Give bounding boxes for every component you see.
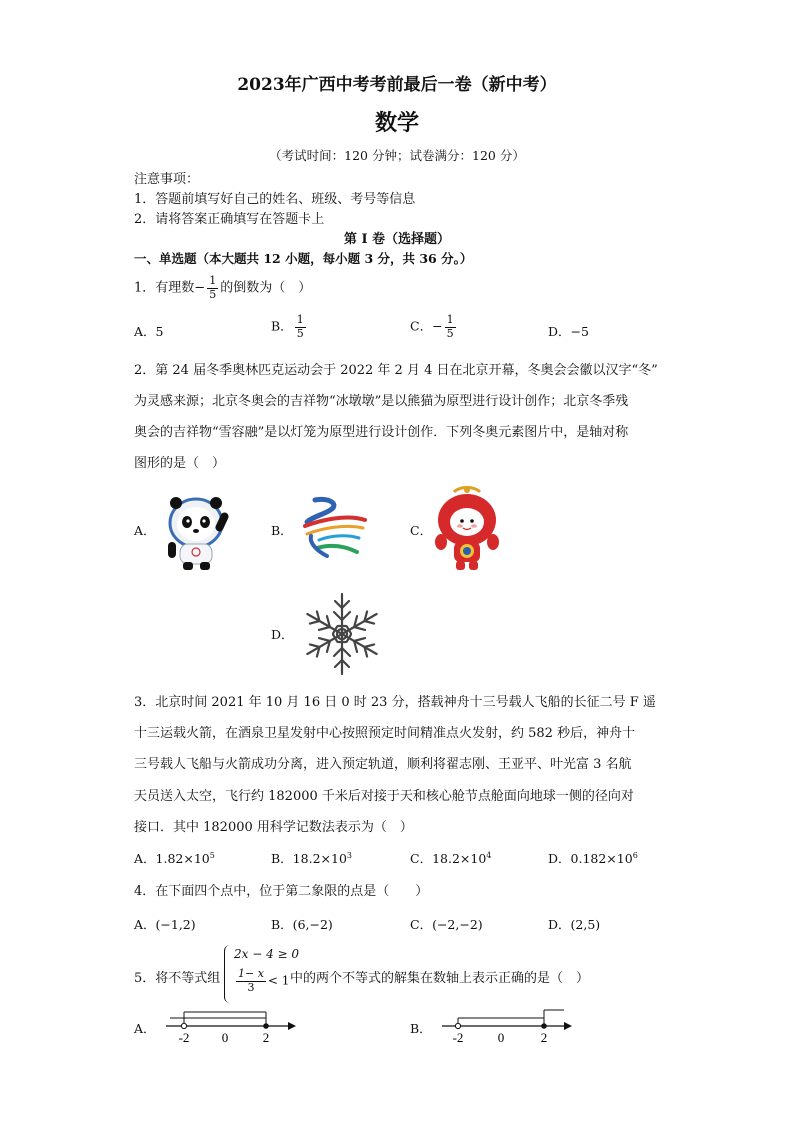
q3-option-d-exp: 6 (632, 850, 638, 860)
q5-ineq2-fraction (236, 968, 266, 994)
q2-option-a: A． (134, 523, 156, 538)
lantern-mascot-image (432, 484, 502, 574)
exam-title: 2023年广西中考考前最后一卷（新中考） (237, 75, 557, 95)
q5-ineq2-den: 3 (247, 980, 255, 994)
q3-option-b (271, 849, 352, 867)
subject-title: 数学 (374, 110, 419, 136)
q3-option-b-exp: 3 (346, 850, 352, 860)
q4-option-a: A．(−1,2) (134, 917, 196, 932)
note-item-2: 2．请将答案正确填写在答题卡上 (134, 212, 325, 227)
q3-option-d-text: D．0.182×10 (548, 851, 633, 866)
q5-b-tick-neg2: -2 (452, 1030, 464, 1045)
note-item-1: 1．答题前填写好自己的姓名、班级、考号等信息 (134, 192, 416, 207)
q3-line-1: 3．北京时间 2021 年 10 月 16 日 0 时 23 分，搭载神舟十三号载人飞船的长征二号 F 遥 (134, 695, 656, 710)
q5-ineq2-num: 1− x (238, 967, 264, 980)
q3-option-b-text: B．18.2×10 (271, 851, 347, 866)
q5-prefix: 5．将不等式组 (134, 971, 221, 986)
q1-b-num: 1 (296, 313, 304, 326)
q1-option-c-minus: − (432, 318, 443, 334)
q4-option-d: D．(2,5) (548, 917, 601, 932)
q1-option-b-label: B． (271, 318, 293, 334)
q1-option-d: D．−5 (548, 324, 589, 339)
snowflake-image (296, 590, 388, 678)
q1-fraction (207, 275, 218, 301)
q1-option-c-label: C． (410, 318, 433, 334)
q5-suffix: 中的两个不等式的解集在数轴上表示正确的是（ ） (290, 971, 590, 986)
q4-option-b: B．(6,−2) (271, 917, 333, 932)
q3-line-5: 接口．其中 182000 用科学记数法表示为（ ） (134, 820, 413, 835)
q3-line-2: 十三运载火箭，在酒泉卫星发射中心按照预定时间精准点火发射，约 582 秒后，神舟十 (134, 726, 636, 741)
q3-option-d (548, 849, 638, 867)
q1-den: 5 (209, 287, 217, 301)
q1-c-fraction (445, 314, 456, 340)
q1-c-den: 5 (446, 326, 454, 340)
q5-option-a-number-line (160, 1006, 300, 1046)
q3-line-4: 天员送入太空，飞行约 182000 千米后对接于天和核心舱节点舱面向地球一侧的径向对 (134, 789, 634, 804)
q3-option-c-exp: 4 (486, 850, 492, 860)
q5-inequality-1: 2x − 4 ≥ 0 (234, 947, 300, 961)
q3-option-c (410, 849, 491, 867)
q3-option-a (134, 849, 215, 867)
q5-ineq2-rel: < 1 (267, 973, 290, 988)
q5-option-a: A． (134, 1021, 156, 1036)
q2-line-1: 2．第 24 届冬季奥林匹克运动会于 2022 年 2 月 4 日在北京开幕，冬奥会会徽以汉字“冬” (134, 363, 658, 378)
q3-option-c-text: C．18.2×10 (410, 851, 487, 866)
q1-prefix: 1．有理数 (134, 280, 195, 296)
part-title: 第 I 卷（选择题） (343, 232, 451, 247)
q3-option-a-exp: 5 (209, 850, 215, 860)
q2-option-b: B． (271, 523, 293, 538)
q1-num: 1 (209, 274, 217, 287)
q2-option-d: D． (271, 627, 294, 642)
q5-b-tick-0: 0 (497, 1030, 505, 1045)
q1-option-b (271, 314, 308, 340)
q5-a-tick-2: 2 (262, 1030, 270, 1045)
q4-stem: 4．在下面四个点中，位于第二象限的点是（ ） (134, 884, 429, 899)
q5-b-tick-2: 2 (540, 1030, 548, 1045)
q2-option-c: C． (410, 523, 433, 538)
q1-b-fraction (295, 314, 306, 340)
q2-line-2: 为灵感来源；北京冬奥会的吉祥物“冰墩墩”是以熊猫为原型进行设计创作；北京冬季残 (134, 394, 629, 409)
q1-minus: − (194, 280, 206, 296)
q4-option-c: C．(−2,−2) (410, 917, 483, 932)
q1-option-c (410, 314, 458, 340)
q1-b-den: 5 (296, 326, 304, 340)
q1-option-a: A．5 (134, 324, 164, 339)
q5-inequality-2 (234, 968, 289, 994)
q2-line-4: 图形的是（ ） (134, 456, 226, 471)
q3-option-a-text: A．1.82×10 (134, 851, 210, 866)
question-1 (134, 275, 311, 301)
olympic-emblem-image (297, 496, 373, 560)
q3-line-3: 三号载人飞船与火箭成功分离，进入预定轨道，顺利将翟志刚、王亚平、叶光富 3 名航 (134, 757, 632, 772)
q5-a-tick-0: 0 (221, 1030, 229, 1045)
exam-meta: （考试时间：120 分钟；试卷满分：120 分） (269, 148, 525, 163)
q2-line-3: 奥会的吉祥物“雪容融”是以灯笼为原型进行设计创作．下列冬奥元素图片中，是轴对称 (134, 425, 629, 440)
section-title: 一、单选题（本大题共 12 小题，每小题 3 分，共 36 分。） (134, 251, 473, 266)
notes-heading: 注意事项： (134, 172, 200, 187)
q1-suffix: 的倒数为（ ） (220, 280, 312, 296)
q1-c-num: 1 (446, 313, 454, 326)
q5-a-tick-neg2: -2 (178, 1030, 190, 1045)
q5-option-b-number-line (436, 1006, 576, 1046)
panda-mascot-image (156, 490, 238, 572)
q5-option-b: B． (410, 1021, 432, 1036)
